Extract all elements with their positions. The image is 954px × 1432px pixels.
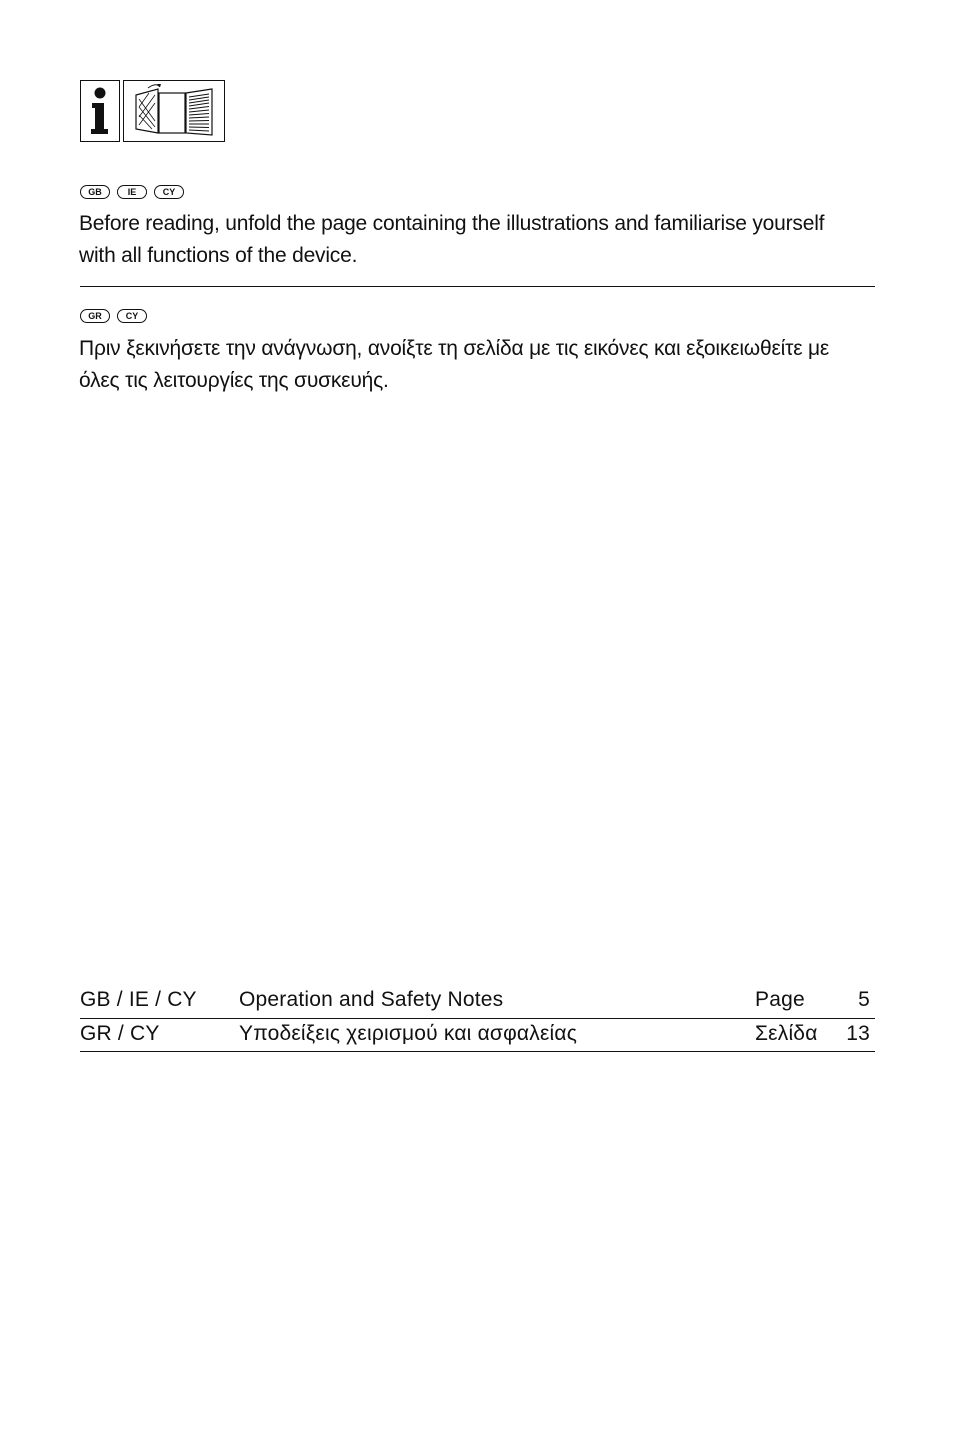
info-icon [87,86,113,136]
toc-language-code: GR / CY [80,1022,160,1045]
toc-title[interactable]: Υποδείξεις χειρισμού και ασφαλείας [239,1022,578,1045]
toc-language-code: GB / IE / CY [80,988,197,1011]
toc-row[interactable] [80,984,875,1017]
info-pictogram [80,80,120,142]
toc-page-number: 13 [846,1022,870,1045]
intro-text-gr [79,333,879,397]
toc-bottom-rule [80,1051,875,1052]
toc-page-label: Σελίδα [755,1022,818,1045]
toc-page-label: Page [755,988,805,1011]
intro-line: όλες τις λειτουργίες της συσκευής. [79,369,389,392]
language-badge: GR [80,309,110,323]
intro-line: with all functions of the device. [79,244,358,267]
toc-page-number: 5 [858,988,870,1011]
section-divider [80,286,875,287]
language-badges-en [80,185,184,199]
toc-row[interactable] [80,1018,875,1051]
intro-line: Πριν ξεκινήσετε την ανάγνωση, ανοίξτε τη σελίδα με τις εικόνες και εξοικειωθείτε με [79,337,830,360]
language-badge: GB [80,185,110,199]
language-badge: CY [117,309,147,323]
language-badge: CY [154,185,184,199]
intro-line: Before reading, unfold the page containing the illustrations and familiarise yourself [79,212,825,235]
toc-title[interactable]: Operation and Safety Notes [239,988,504,1011]
intro-text-en [79,208,879,272]
language-badge: IE [117,185,147,199]
unfold-book-icon [124,81,224,141]
unfold-book-pictogram [123,80,225,142]
language-badges-gr [80,309,147,323]
